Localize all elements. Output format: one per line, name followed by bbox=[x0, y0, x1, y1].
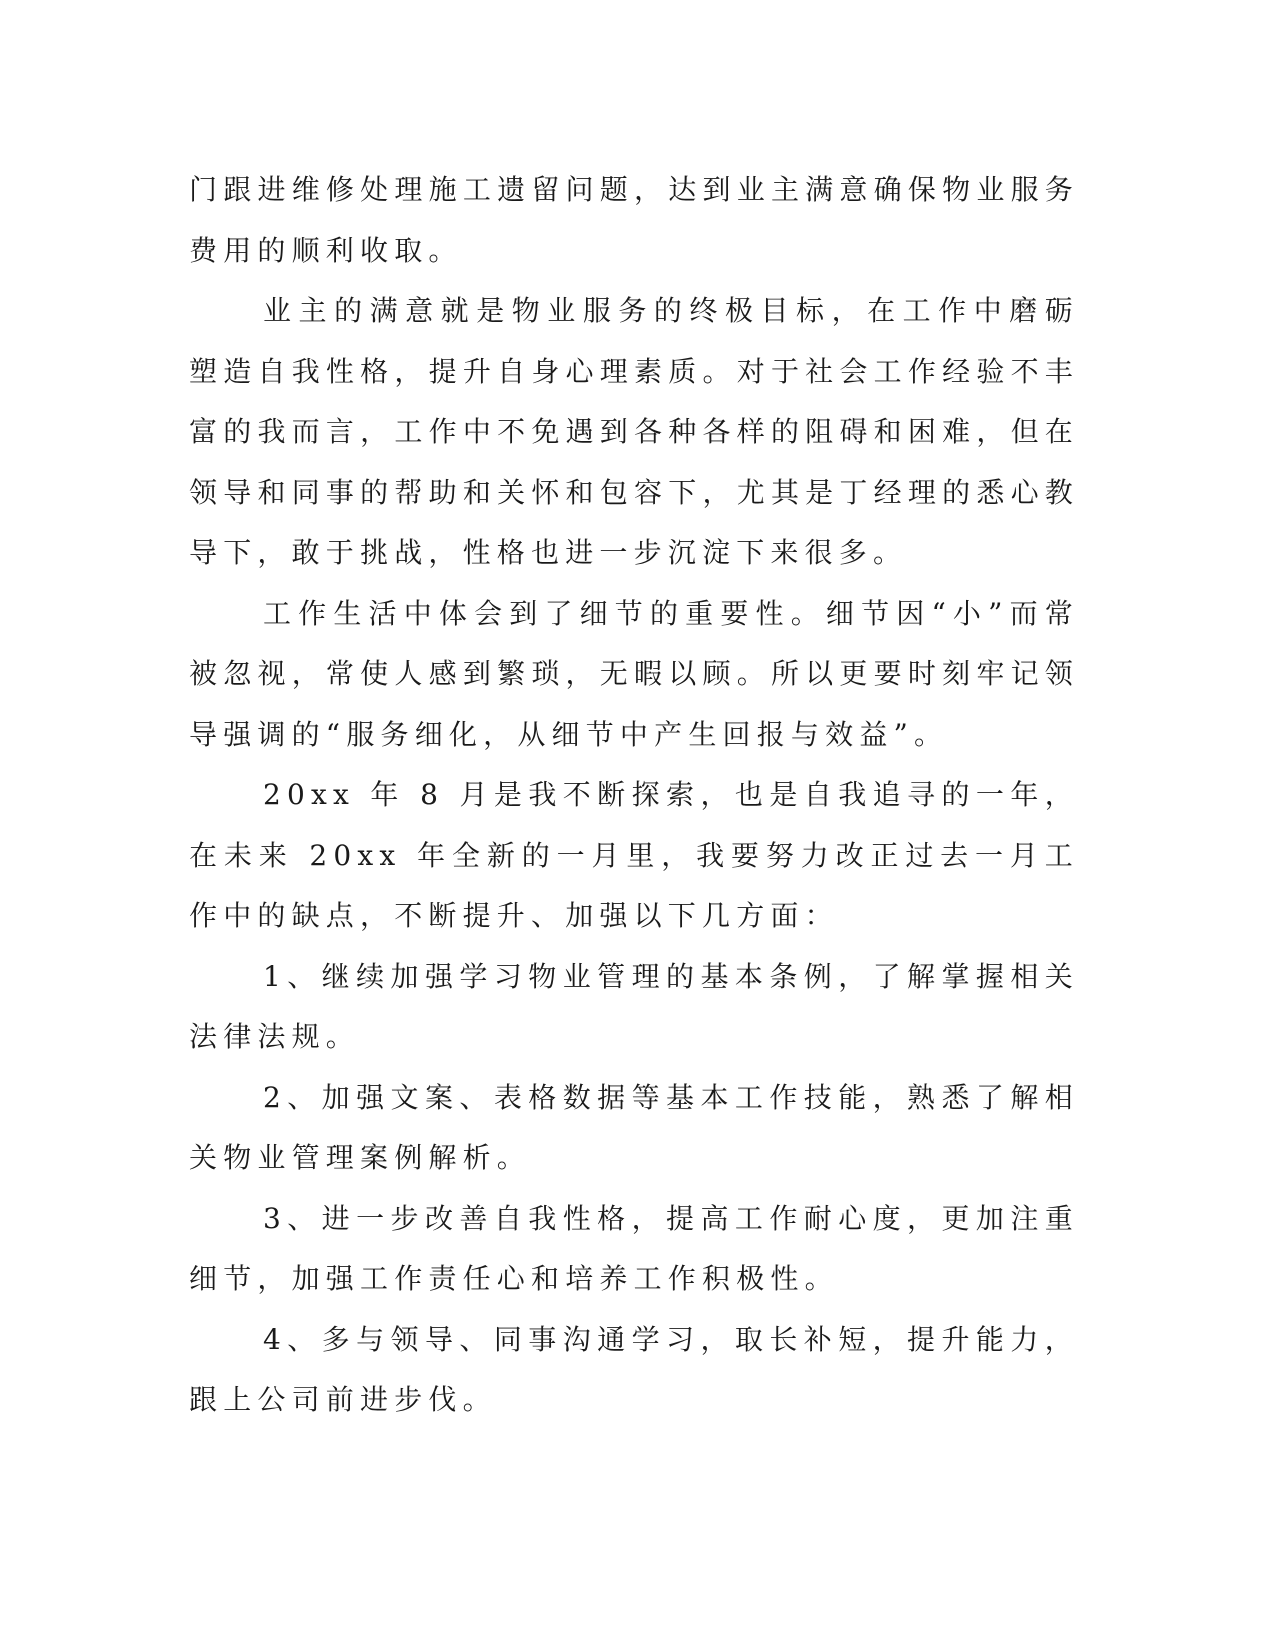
list-item-4: 4、多与领导、同事沟通学习，取长补短，提升能力，跟上公司前进步伐。 bbox=[189, 1322, 1079, 1416]
document-body bbox=[189, 160, 1079, 1431]
paragraph-year-plan: 20xx 年 8 月是我不断探索，也是自我追寻的一年，在未来 20xx 年全新的一月里，我要努力改正过去一月工作中的缺点，不断提升、加强以下几方面： bbox=[189, 778, 1079, 932]
list-item-1: 1、继续加强学习物业管理的基本条例，了解掌握相关法律法规。 bbox=[189, 959, 1079, 1053]
list-item-2: 2、加强文案、表格数据等基本工作技能，熟悉了解相关物业管理案例解析。 bbox=[189, 1080, 1079, 1174]
paragraph-details: 工作生活中体会到了细节的重要性。细节因“小”而常被忽视，常使人感到繁琐，无暇以顾。所以更要时刻牢记领导强调的“服务细化，从细节中产生回报与效益”。 bbox=[189, 596, 1079, 751]
list-item-3: 3、进一步改善自我性格，提高工作耐心度，更加注重细节，加强工作责任心和培养工作积极性。 bbox=[189, 1201, 1079, 1295]
paragraph-continuation: 门跟进维修处理施工遗留问题，达到业主满意确保物业服务费用的顺利收取。 bbox=[189, 173, 1079, 267]
paragraph-owner-satisfaction: 业主的满意就是物业服务的终极目标，在工作中磨砺塑造自我性格，提升自身心理素质。对于社会工作经验不丰富的我而言，工作中不免遇到各种各样的阻碍和困难，但在领导和同事的帮助和关怀和包容下，尤其是丁经理的悉心教导下，敢于挑战，性格也进一步沉淀下来很多。 bbox=[189, 294, 1079, 569]
